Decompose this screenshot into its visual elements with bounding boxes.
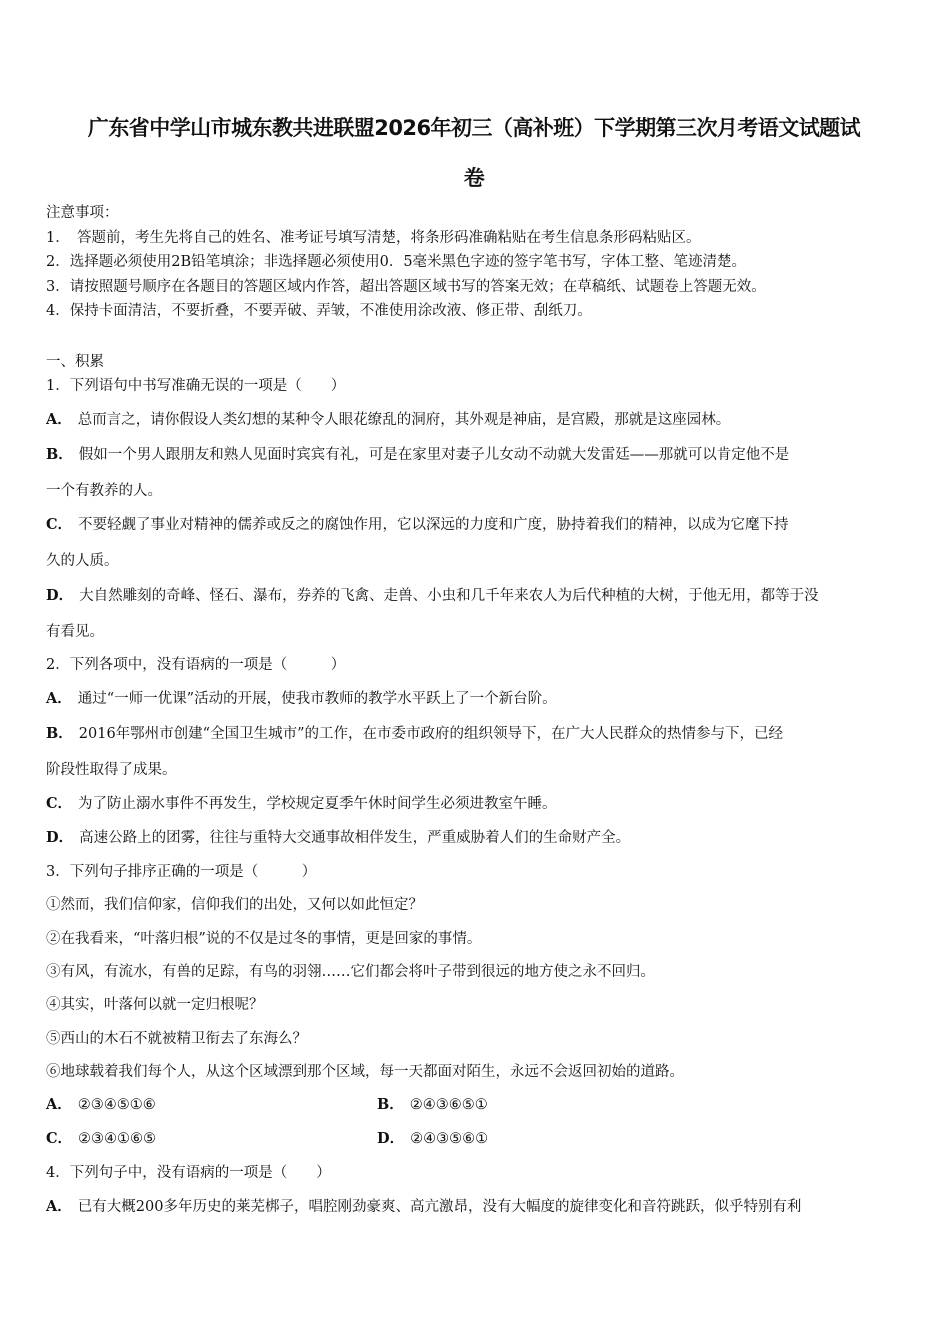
option-text: 假如一个男人跟朋友和熟人见面时宾宾有礼，可是在家里对妻子儿女动不动就大发雷廷——那就可以肯定他不是 [78,447,790,463]
option-label: A． [46,411,72,428]
option-text: ②③④①⑥⑤ [78,1131,157,1147]
option-text: ②④③⑤⑥① [410,1131,489,1147]
option-label: D． [377,1130,405,1147]
option-label: C． [46,516,73,533]
notice-item-2: 2．选择题必须使用2B铅笔填涂；非选择题必须使用0．5毫米黑色字迹的签字笔书写，字体工整、笔迹清楚。 [46,254,747,270]
question-3-option-b [377,1096,488,1114]
question-1-option-c-cont: 久的人质。 [46,553,119,569]
question-3-sentence-6: ⑥地球载着我们每个人，从这个区域漂到那个区域，每一天都面对陌生，永远不会返回初始的道路。 [46,1064,684,1080]
question-3-sentence-1: ①然而，我们信仰家，信仰我们的出处，又何以如此恒定？ [46,897,423,913]
question-1-option-d-cont: 有看见。 [46,624,104,640]
question-1-option-c [46,516,789,534]
notice-heading: 注意事项： [46,205,119,221]
question-3-option-a [46,1096,156,1114]
question-2-option-b-cont: 阶段性取得了成果。 [46,762,177,778]
exam-title-line2: 卷 [463,166,485,190]
question-1-option-d [46,587,819,605]
notice-item-4: 4．保持卡面清洁，不要折叠，不要弄破、弄皱，不准使用涂改液、修正带、刮纸刀。 [46,303,592,319]
option-text: 已有大概200多年历史的莱芜梆子，唱腔刚劲豪爽、高亢激昂，没有大幅度的旋律变化和音符跳跃，似乎特别有利 [77,1199,802,1215]
option-text: ②④③⑥⑤① [409,1097,488,1113]
question-3-sentence-3: ③有风，有流水，有兽的足踪，有鸟的羽翎……它们都会将叶子带到很远的地方使之永不回归。 [46,964,655,980]
notice-item-3: 3．请按照题号顺序在各题目的答题区域内作答，超出答题区域书写的答案无效；在草稿纸、试题卷上答题无效。 [46,279,766,295]
question-3-sentence-5: ⑤西山的木石不就被精卫衔去了东海么？ [46,1031,307,1047]
section-heading: 一、积累 [46,354,104,370]
question-1-option-b [46,446,789,464]
option-text: 大自然雕刻的奇峰、怪石、瀑布，券养的飞禽、走兽、小虫和几千年来农人为后代种植的大树，于他无用，都等于没 [79,588,819,604]
question-3-sentence-2: ②在我看来，“叶落归根”说的不仅是过冬的事情，更是回家的事情。 [46,931,482,947]
question-2-option-c [46,795,557,813]
option-label: C． [46,1130,73,1147]
option-label: A． [46,1096,72,1113]
notice-item-1: 1． 答题前，考生先将自己的姓名、准考证号填写清楚，将条形码准确粘贴在考生信息条形码粘贴区。 [46,230,701,246]
question-2-option-a [46,690,557,708]
option-label: B． [377,1096,404,1113]
option-label: B． [46,725,73,742]
question-3-option-d [377,1130,488,1148]
option-label: C． [46,795,73,812]
option-text: 通过“一师一优课”活动的开展，使我市教师的教学水平跃上了一个新台阶。 [77,691,557,707]
question-1-option-b-cont: 一个有教养的人。 [46,483,162,499]
question-3-sentence-4: ④其实，叶落何以就一定归根呢？ [46,997,264,1013]
option-label: D． [46,587,74,604]
option-label: A． [46,1198,72,1215]
option-text: ②③④⑤①⑥ [77,1097,156,1113]
option-text: 总而言之，请你假设人类幻想的某种令人眼花缭乱的洞府，其外观是神庙，是宫殿，那就是这座园林。 [77,412,731,428]
option-text: 高速公路上的团雾，往往与重特大交通事故相伴发生，严重威胁着人们的生命财产全。 [79,830,631,846]
exam-title-line1: 广东省中学山市城东教共进联盟2026年初三（高补班）下学期第三次月考语文试题试 [87,116,861,140]
question-1-option-a [46,411,730,429]
question-1-stem: 1．下列语句中书写准确无误的一项是（ ） [46,378,346,394]
question-2-stem: 2．下列各项中，没有语病的一项是（ ） [46,657,346,673]
question-4-stem: 4．下列句子中，没有语病的一项是（ ） [46,1165,331,1181]
question-2-option-b [46,725,783,743]
option-text: 2016年鄂州市创建“全国卫生城市”的工作，在市委市政府的组织领导下，在广大人民群众的热情参与下，已经 [78,726,783,742]
question-3-option-c [46,1130,156,1148]
option-label: A． [46,690,72,707]
option-text: 不要轻觑了事业对精神的儒养或反之的腐蚀作用，它以深远的力度和广度，胁持着我们的精神，以成为它麾下持 [78,517,789,533]
option-text: 为了防止溺水事件不再发生，学校规定夏季午休时间学生必须进教室午睡。 [78,796,557,812]
question-2-option-d [46,829,630,847]
question-4-option-a [46,1198,801,1216]
option-label: B． [46,446,73,463]
question-3-stem: 3．下列句子排序正确的一项是（ ） [46,864,317,880]
option-label: D． [46,829,74,846]
